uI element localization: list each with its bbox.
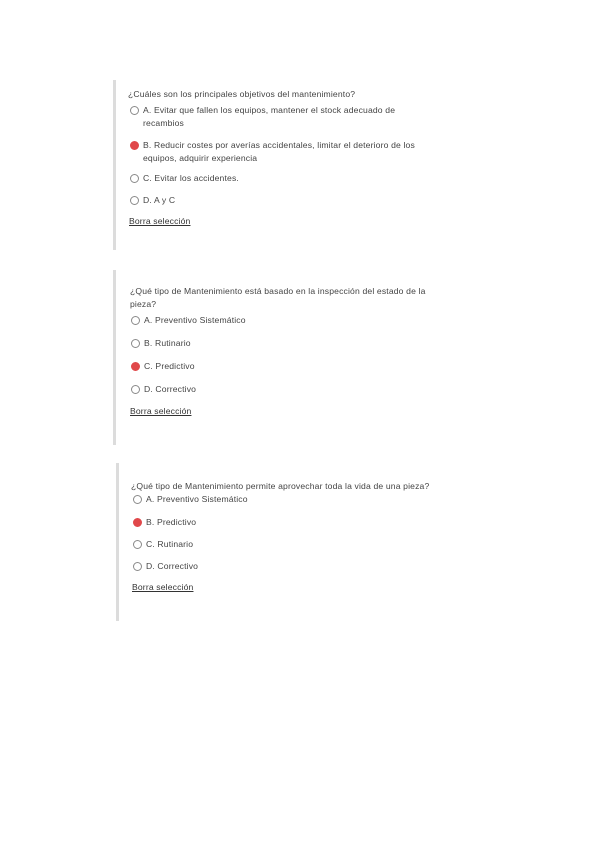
option-label: A. Evitar que fallen los equipos, mantener el stock adecuado de recambios [143, 105, 396, 128]
question-3-clear-selection-link[interactable]: Borra selección [132, 582, 194, 592]
option-label: C. Predictivo [144, 361, 195, 371]
question-2-border [113, 270, 116, 445]
radio-icon[interactable] [130, 174, 139, 183]
question-1-option-b[interactable] [130, 139, 430, 164]
option-label: D. Correctivo [144, 384, 197, 394]
option-label: B. Rutinario [144, 338, 191, 348]
radio-selected-icon[interactable] [130, 141, 139, 150]
question-3-border [116, 463, 119, 621]
question-1-option-a[interactable] [130, 104, 420, 129]
radio-icon[interactable] [130, 196, 139, 205]
question-3-option-b[interactable] [133, 516, 423, 529]
question-1-option-d[interactable] [130, 194, 420, 207]
question-2 [130, 285, 450, 310]
question-2-clear-selection-link[interactable]: Borra selección [130, 406, 192, 416]
radio-icon[interactable] [131, 339, 140, 348]
radio-icon[interactable] [131, 316, 140, 325]
option-label: C. Evitar los accidentes. [143, 173, 239, 183]
question-3-option-a[interactable] [133, 493, 423, 506]
option-label: B. Predictivo [146, 517, 197, 527]
radio-icon[interactable] [130, 106, 139, 115]
question-2-option-a[interactable] [131, 314, 421, 327]
question-1-text: ¿Cuáles son los principales objetivos del mantenimiento? [128, 89, 356, 99]
question-1-clear-selection-link[interactable]: Borra selección [129, 216, 191, 226]
question-2-option-d[interactable] [131, 383, 421, 396]
question-1-border [113, 80, 116, 250]
question-3-option-d[interactable] [133, 560, 423, 573]
option-label: A. Preventivo Sistemático [146, 494, 248, 504]
option-label: D. A y C [143, 195, 176, 205]
radio-selected-icon[interactable] [133, 518, 142, 527]
option-label: D. Correctivo [146, 561, 199, 571]
question-2-option-b[interactable] [131, 337, 421, 350]
question-1-option-c[interactable] [130, 172, 420, 185]
question-3 [131, 480, 461, 493]
option-label: B. Reducir costes por averías accidentales, limitar el deterioro de los equipos, adquirir experiencia [143, 140, 415, 163]
question-1 [128, 88, 428, 101]
option-label: C. Rutinario [146, 539, 194, 549]
question-2-option-c[interactable] [131, 360, 421, 373]
option-label: A. Preventivo Sistemático [144, 315, 246, 325]
radio-selected-icon[interactable] [131, 362, 140, 371]
radio-icon[interactable] [131, 385, 140, 394]
radio-icon[interactable] [133, 562, 142, 571]
question-2-text: ¿Qué tipo de Mantenimiento está basado en la inspección del estado de la pieza? [130, 286, 426, 309]
radio-icon[interactable] [133, 540, 142, 549]
radio-icon[interactable] [133, 495, 142, 504]
question-3-option-c[interactable] [133, 538, 423, 551]
question-3-text: ¿Qué tipo de Mantenimiento permite aprovechar toda la vida de una pieza? [131, 481, 430, 491]
